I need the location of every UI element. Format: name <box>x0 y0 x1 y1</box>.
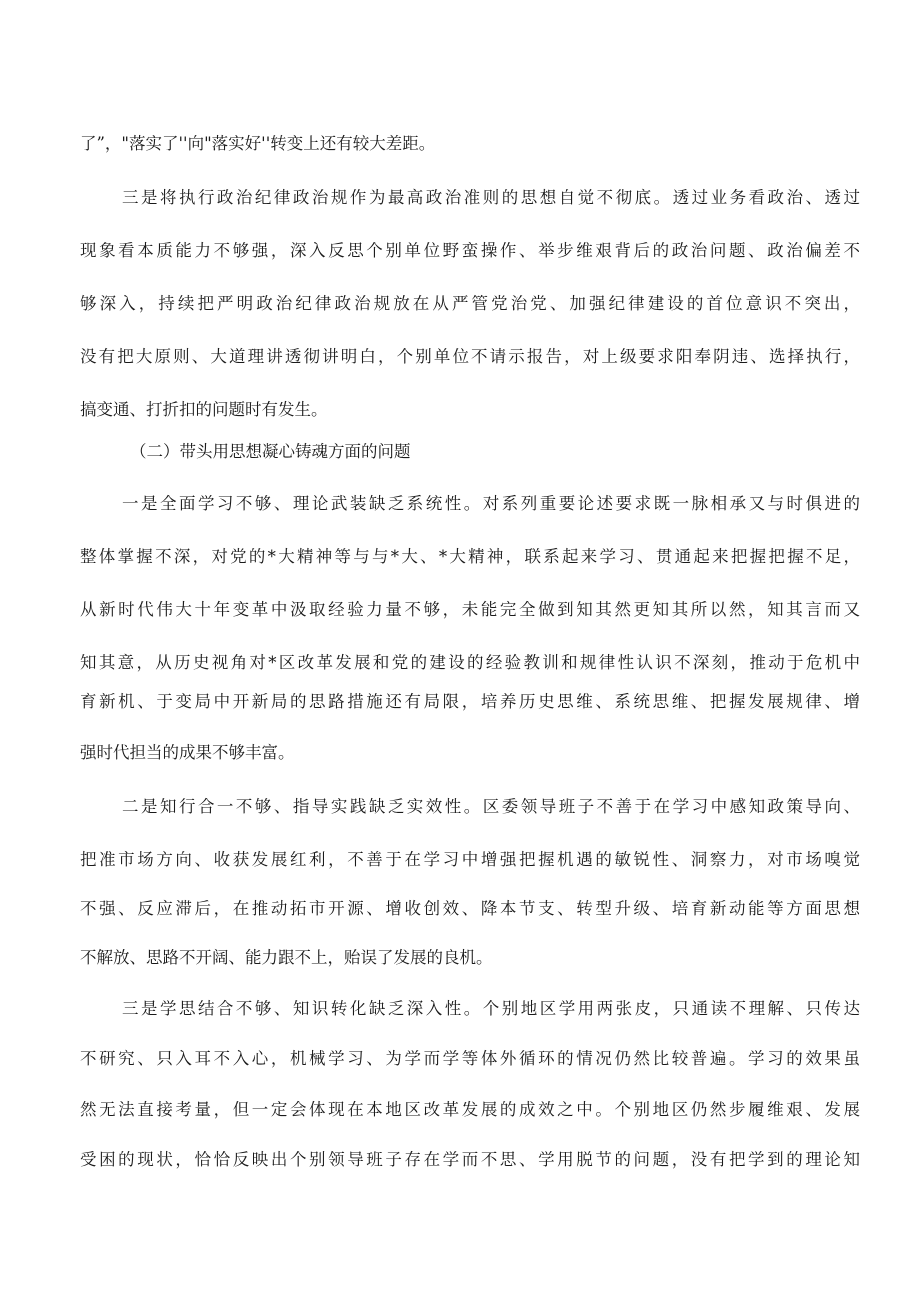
paragraph-line: 然无法直接考量，但一定会体现在本地区改革发展的成效之中。个别地区仍然步履维艰、发展 <box>80 1100 860 1119</box>
paragraph-line: 三是学思结合不够、知识转化缺乏深入性。个别地区学用两张皮，只通读不理解、只传达 <box>122 999 860 1018</box>
paragraph-line: 不强、反应滞后，在推动拓市开源、增收创效、降本节支、转型升级、培育新动能等方面思想 <box>80 899 860 918</box>
paragraph-line: 三是将执行政治纪律政治规作为最高政治准则的思想自觉不彻底。透过业务看政治、透过 <box>122 188 860 207</box>
paragraph-line: 二是知行合一不够、指导实践缺乏实效性。区委领导班子不善于在学习中感知政策导向、 <box>122 797 860 816</box>
paragraph-line: 不解放、思路不开阔、能力跟不上，贻误了发展的良机。 <box>80 948 493 967</box>
paragraph-line: 搞变通、打折扣的问题时有发生。 <box>80 400 328 419</box>
paragraph-line: 受困的现状，恰恰反映出个别领导班子存在学而不思、学用脱节的问题，没有把学到的理论知 <box>80 1150 860 1169</box>
paragraph-line: 现象看本质能力不够强，深入反思个别单位野蛮操作、举步维艰背后的政治问题、政治偏差不 <box>80 241 860 260</box>
paragraph-line: 够深入，持续把严明政治纪律政治规放在从严管党治党、加强纪律建设的首位意识不突出， <box>80 294 860 313</box>
paragraph-line: 了”，"落实了''向"落实好''转变上还有较大差距。 <box>80 134 436 153</box>
paragraph-line: 不研究、只入耳不入心，机械学习、为学而学等体外循环的情况仍然比较普遍。学习的效果虽 <box>80 1049 860 1068</box>
paragraph-line: 知其意，从历史视角对*区改革发展和党的建设的经验教训和规律性认识不深刻，推动于危机中 <box>80 653 860 672</box>
paragraph-line: 把准市场方向、收获发展红利，不善于在学习中增强把握机遇的敏锐性、洞察力，对市场嗅觉 <box>80 850 860 869</box>
paragraph-line: 一是全面学习不够、理论武装缺乏系统性。对系列重要论述要求既一脉相承又与时俱进的 <box>122 494 860 513</box>
section-heading: （二）带头用思想凝心铸魂方面的问题 <box>130 442 411 461</box>
paragraph-line: 从新时代伟大十年变革中汲取经验力量不够，未能完全做到知其然更知其所以然，知其言而又 <box>80 600 860 619</box>
paragraph-line: 育新机、于变局中开新局的思路措施还有局限，培养历史思维、系统思维、把握发展规律、增 <box>80 692 860 711</box>
paragraph-line: 没有把大原则、大道理讲透彻讲明白，个别单位不请示报告，对上级要求阳奉阴违、选择执行， <box>80 347 860 366</box>
paragraph-line: 整体掌握不深，对党的*大精神等与与*大、*大精神，联系起来学习、贯通起来把握把握不足， <box>80 547 860 566</box>
paragraph-line: 强时代担当的成果不够丰富。 <box>80 743 295 762</box>
